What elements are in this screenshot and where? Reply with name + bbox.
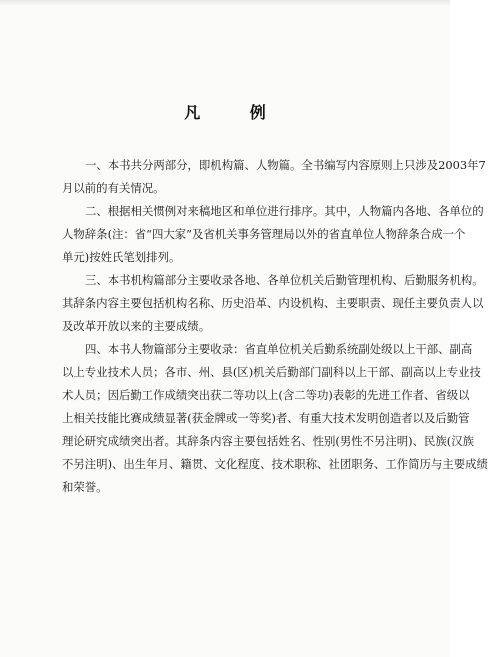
text-line: 上相关技能比赛成绩显著(获金牌或一等奖)者、有重大技术发明创造者以及后勤管 [62,411,470,425]
text-line: 理论研究成绩突出者。其辞条内容主要包括姓名、性别(男性不另注明)、民族(汉族 [62,434,475,448]
text-line: 四、本书人物篇部分主要收录：省直单位机关后勤系统副处级以上干部、副高 [85,342,473,356]
text-line: 单元)按姓氏笔划排列。 [62,250,181,264]
text-line: 三、本书机构篇部分主要收录各地、各单位机关后勤管理机构、后勤服务机构。 [85,273,484,287]
text-line: 不另注明)、出生年月、籍贯、文化程度、技术职称、社团职务、工作简历与主要成绩 [62,457,488,471]
page-title: 凡 例 [184,103,288,122]
scan-edge [0,0,450,6]
text-line: 以上专业技术人员；各市、州、县(区)机关后勤部门副科以上干部、副高以上专业技 [62,365,481,379]
text-line: 人物辞条(注：省“四大家”及省机关事务管理局以外的省直单位人物辞条合成一个 [62,227,466,241]
text-line: 和荣誉。 [62,480,108,494]
text-line: 其辞条内容主要包括机构名称、历史沿革、内设机构、主要职责、现任主要负责人以 [62,296,484,310]
text-line: 月以前的有关情况。 [62,181,165,195]
text-line: 及改革开放以来的主要成绩。 [62,319,211,333]
body-text [62,154,488,499]
text-line: 术人员；因后勤工作成绩突出获二等功以上(含二等功)表彰的先进工作者、省级以 [62,388,470,402]
text-line: 二、根据相关惯例对来稿地区和单位进行排序。其中，人物篇内各地、各单位的 [85,204,484,218]
text-line: 一、本书共分两部分，即机构篇、人物篇。全书编写内容原则上只涉及2003年7 [85,158,486,172]
